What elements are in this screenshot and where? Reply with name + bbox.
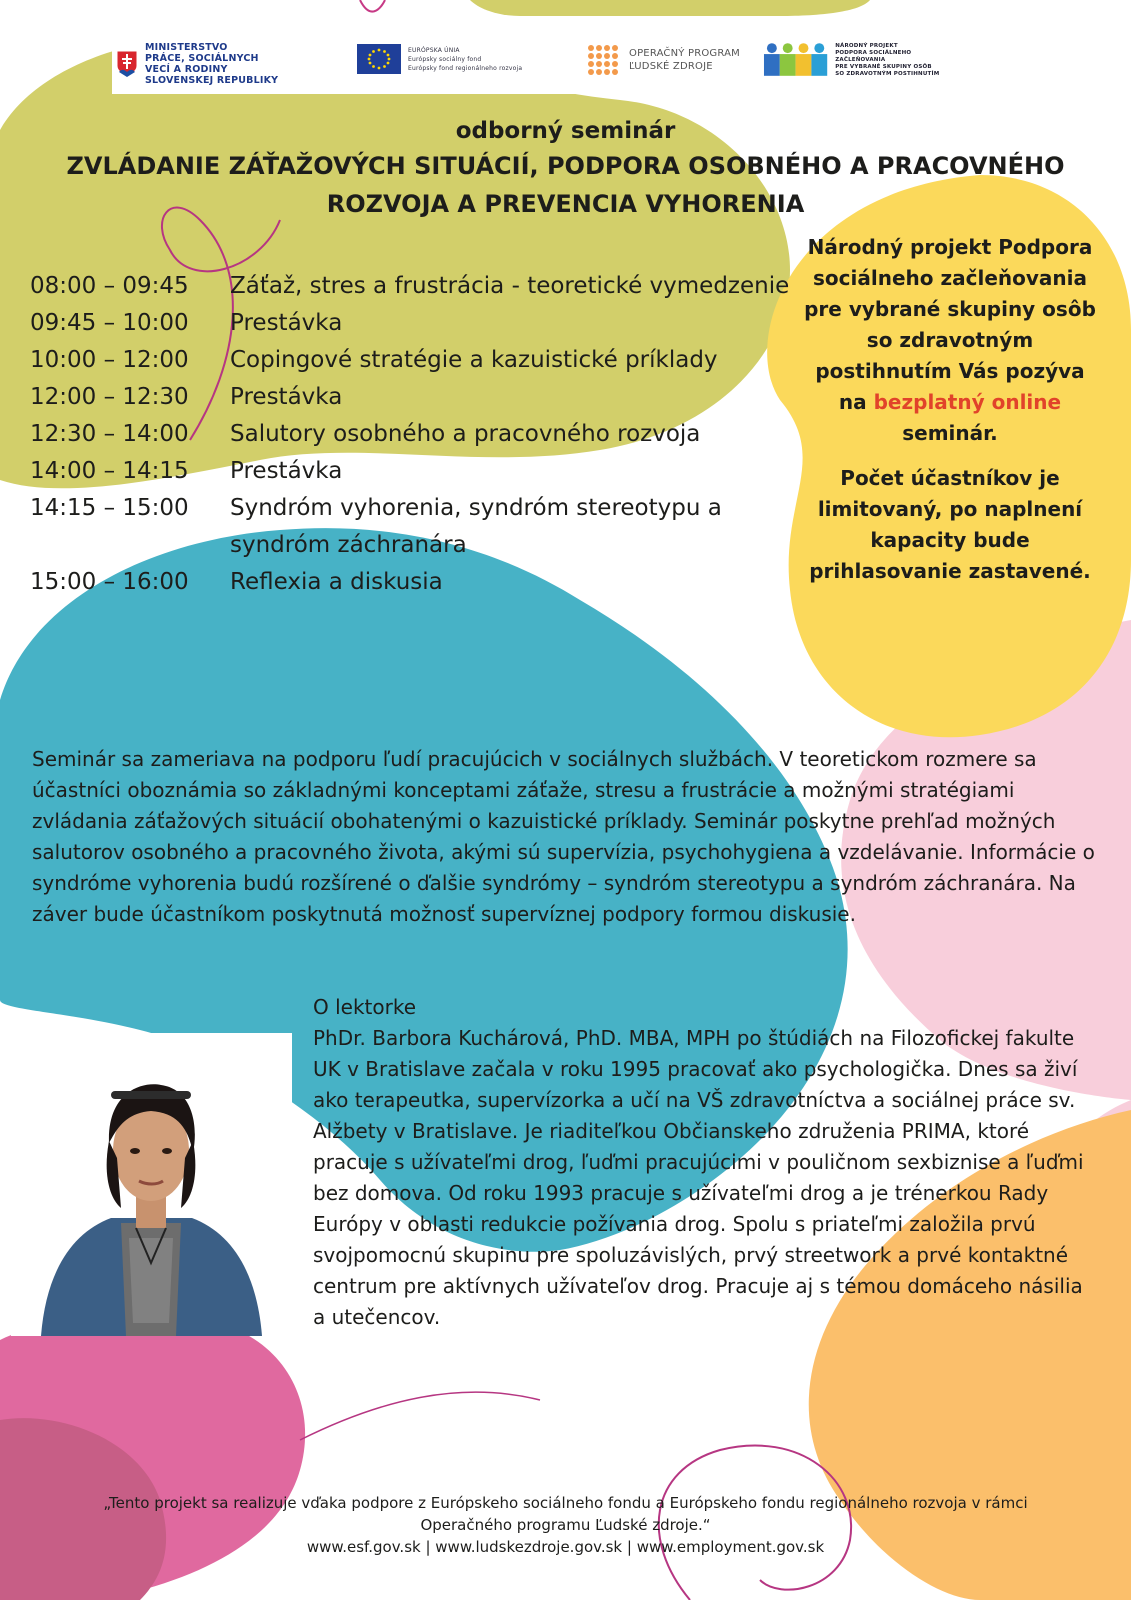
schedule-topic: Prestávka bbox=[230, 458, 343, 484]
schedule-row bbox=[30, 564, 790, 601]
free-online-highlight: bezplatný online bbox=[873, 390, 1062, 414]
schedule-time: 09:45 – 10:00 bbox=[30, 310, 189, 336]
eu-flag-icon bbox=[357, 44, 401, 74]
invitation-intro: Národný projekt Podpora sociálneho začleňovania pre vybrané skupiny osôb so zdravotným postihnutím Vás pozýva na bbox=[804, 235, 1096, 414]
eu-line: EURÓPSKA ÚNIA bbox=[408, 46, 460, 54]
schedule-topic: Salutory osobného a pracovného rozvoja bbox=[230, 421, 701, 447]
eu-logo bbox=[357, 44, 522, 74]
schedule-time: 14:15 – 15:00 bbox=[30, 495, 189, 521]
schedule-time: 12:00 – 12:30 bbox=[30, 384, 189, 410]
seminar-description: Seminár sa zameriava na podporu ľudí pracujúcich v sociálnych službách. V teoretickom rozmere sa účastníci oboznámia so základnými konceptami záťaže, stresu a frustrácie a možnými stratégiami zvládania záťažových situácií obohatenými o kazuistické príklady. Seminár poskytne prehľad možných salutorov osobného a pracovného života, akými sú supervízia, psychohygiena a vzdelávanie. Informácie o syndróme vyhorenia budú rozšírené o ďalšie syndrómy – syndróm stereotypu a syndróm záchranára. Na záver bude účastníkom poskytnutá možnosť supervíznej podpory formou diskusie. bbox=[32, 747, 1095, 926]
eu-line: Európsky sociálny fond bbox=[408, 55, 482, 63]
schedule-topic: Prestávka bbox=[230, 384, 343, 410]
olive-top-arc bbox=[470, 0, 870, 16]
ministry-line: MINISTERSTVO bbox=[145, 42, 228, 53]
seminar-type: odborný seminár bbox=[455, 118, 676, 144]
slovak-coat-of-arms-icon bbox=[116, 50, 138, 78]
schedule-topic: Prestávka bbox=[230, 310, 343, 336]
lecturer-photo bbox=[11, 1033, 292, 1336]
ministry-line: PRÁCE, SOCIÁLNYCH bbox=[145, 53, 259, 64]
invitation-text bbox=[800, 232, 1100, 449]
ministry-logo bbox=[116, 42, 278, 86]
np-line: NÁRODNÝ PROJEKT bbox=[835, 42, 898, 49]
np-line: SO ZDRAVOTNÝM POSTIHNUTÍM bbox=[835, 70, 940, 77]
funding-note: „Tento projekt sa realizuje vďaka podpore z Európskeho sociálneho fondu a Európskeho fondu regionálneho rozvoja v rámci bbox=[103, 1494, 1028, 1512]
schedule-topic: Copingové stratégie a kazuistické príklady bbox=[230, 347, 718, 373]
logo-bar bbox=[112, 34, 962, 94]
schedule-time: 12:30 – 14:00 bbox=[30, 421, 189, 447]
schedule-row bbox=[30, 416, 790, 453]
lecturer-section bbox=[313, 992, 1093, 1333]
title-line: ROZVOJA A PREVENCIA VYHORENIA bbox=[326, 190, 805, 218]
footer-links[interactable]: www.esf.gov.sk | www.ludskezdroje.gov.sk | www.employment.gov.sk bbox=[306, 1538, 825, 1556]
funding-note-cont: Operačného programu Ľudské zdroje.“ bbox=[420, 1516, 711, 1534]
curve-line bbox=[360, 0, 385, 12]
ministry-line: SLOVENSKEJ REPUBLIKY bbox=[145, 75, 279, 86]
seminar-title bbox=[10, 147, 1121, 223]
schedule-row bbox=[30, 268, 790, 305]
title-line: ZVLÁDANIE ZÁŤAŽOVÝCH SITUÁCIÍ, PODPORA OSOBNÉHO A PRACOVNÉHO bbox=[66, 152, 1065, 180]
schedule-time: 10:00 – 12:00 bbox=[30, 347, 189, 373]
schedule-row bbox=[30, 305, 790, 342]
schedule-time: 08:00 – 09:45 bbox=[30, 273, 189, 299]
schedule-row bbox=[30, 379, 790, 416]
oplz-logo bbox=[587, 44, 740, 76]
np-line: PRE VYBRANÉ SKUPINY OSÔB bbox=[835, 63, 932, 70]
oplz-dots-icon bbox=[587, 44, 619, 76]
ministry-line: VECÍ A RODINY bbox=[145, 64, 228, 75]
invitation-box bbox=[800, 232, 1100, 601]
schedule-topic: Reflexia a diskusia bbox=[230, 569, 443, 595]
capacity-note: Počet účastníkov je limitovaný, po naplnení kapacity bude prihlasovanie zastavené. bbox=[809, 466, 1091, 583]
lecturer-bio: PhDr. Barbora Kuchárová, PhD. MBA, MPH po štúdiách na Filozofickej fakulte UK v Bratislave začala v roku 1995 pracovať ako psychologička. Dnes sa živí ako terapeutka, supervízorka a učí na VŠ zdravotníctva a sociálnej práce sv. Alžbety v Bratislave. Je riaditeľkou Občianskeho združenia PRIMA, ktoré pracuje s užívateľmi drog, ľuďmi pracujúcimi v pouličnom sexbiznise a ľuďmi bez domova. Od roku 1993 pracuje s užívateľmi drog a je trénerkou Rady Európy v oblasti redukcie požívania drog. Spolu s priateľmi založila prvú svojpomocnú skupinu pre spoluzávislých, prvý streetwork a prvé kontaktné centrum pre aktívnych užívateľov drog. Pracuje aj s témou domáceho násilia a utečencov. bbox=[313, 1026, 1084, 1329]
puzzle-people-icon bbox=[762, 42, 829, 78]
curve-line bbox=[300, 1392, 540, 1440]
lecturer-heading: O lektorke bbox=[313, 995, 417, 1019]
schedule-row bbox=[30, 453, 790, 490]
np-line: PODPORA SOCIÁLNEHO ZAČLEŇOVANIA bbox=[835, 49, 912, 63]
oplz-line: OPERAČNÝ PROGRAM bbox=[629, 48, 740, 59]
schedule-time: 14:00 – 14:15 bbox=[30, 458, 189, 484]
national-project-logo bbox=[762, 42, 962, 78]
footer bbox=[20, 1492, 1111, 1558]
oplz-line: ĽUDSKÉ ZDROJE bbox=[629, 61, 713, 72]
schedule bbox=[30, 268, 790, 601]
schedule-topic: Syndróm vyhorenia, syndróm stereotypu a syndróm záchranára bbox=[230, 495, 722, 558]
schedule-row bbox=[30, 342, 790, 379]
schedule-time: 15:00 – 16:00 bbox=[30, 569, 189, 595]
schedule-row bbox=[30, 490, 790, 564]
schedule-topic: Záťaž, stres a frustrácia - teoretické vymedzenie bbox=[230, 273, 790, 299]
eu-line: Európsky fond regionálneho rozvoja bbox=[408, 64, 523, 72]
invitation-outro: seminár. bbox=[902, 421, 998, 445]
title-block bbox=[10, 115, 1121, 223]
